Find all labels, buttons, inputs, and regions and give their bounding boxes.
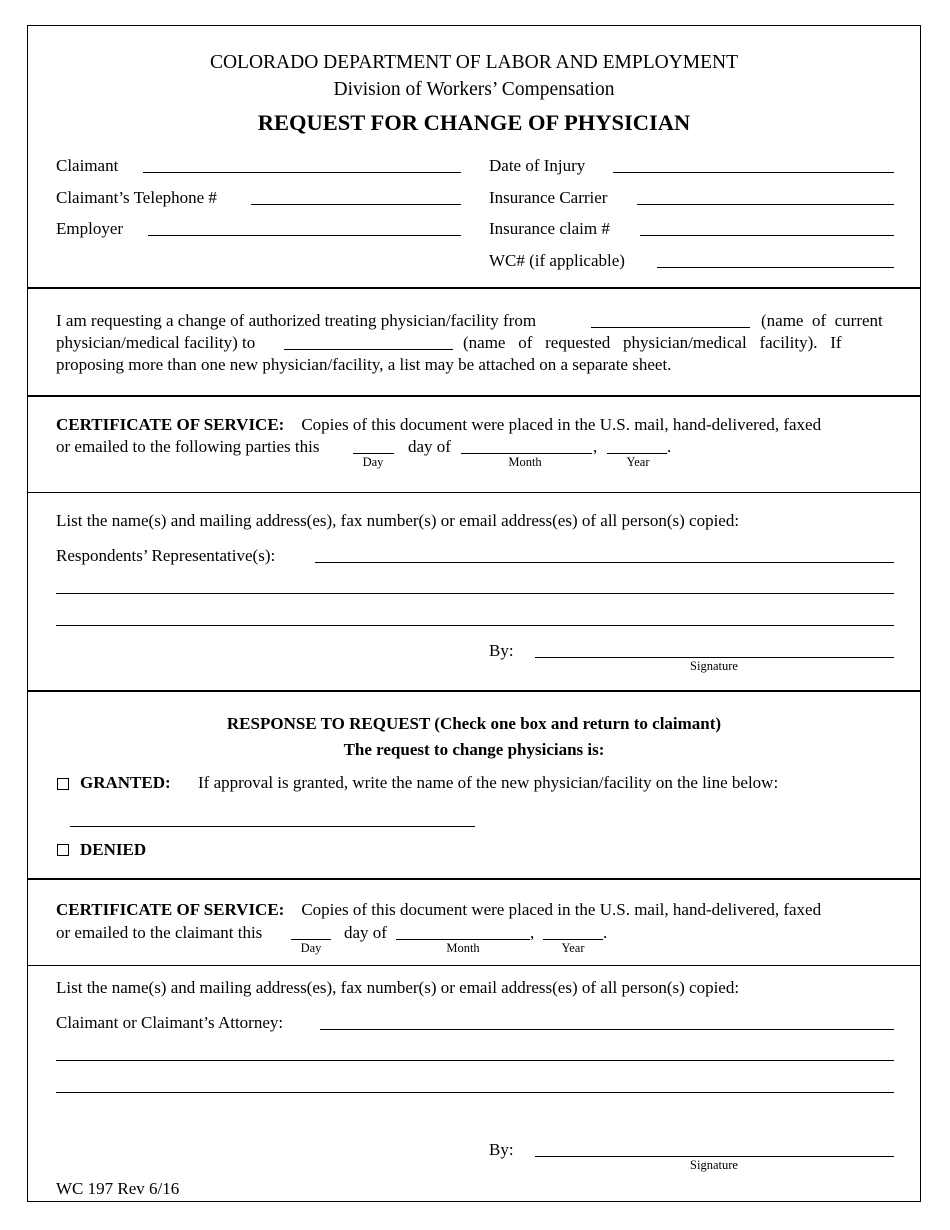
- cert2-day-label: Day: [300, 941, 322, 955]
- cert1-day-field[interactable]: [353, 453, 394, 454]
- granted-instruction: If approval is granted, write the name of the new physician/facility on the line below:: [198, 773, 779, 792]
- claimant-phone-field[interactable]: [251, 204, 461, 205]
- new-physician-field[interactable]: [70, 826, 475, 827]
- cert2-month-field[interactable]: [396, 939, 530, 940]
- copied-instruction: List the name(s) and mailing address(es), fax number(s) or email address(es) of all person(s) copied:: [56, 978, 740, 997]
- divider: [27, 395, 921, 397]
- claimant-field[interactable]: [143, 172, 461, 173]
- granted-label: GRANTED:: [80, 773, 171, 792]
- signature-label: Signature: [690, 1158, 738, 1172]
- divider: [27, 965, 921, 966]
- insurance-carrier-label: Insurance Carrier: [489, 188, 608, 207]
- cert1-year-field[interactable]: [607, 453, 667, 454]
- response-heading: RESPONSE TO REQUEST (Check one box and return to claimant): [226, 714, 722, 733]
- divider: [27, 287, 921, 289]
- insurance-claim-label: Insurance claim #: [489, 219, 610, 238]
- respondents-label: Respondents’ Representative(s):: [56, 546, 276, 565]
- divider: [27, 690, 921, 692]
- certificate-2-line-1: CERTIFICATE OF SERVICE: Copies of this document were placed in the U.S. mail, hand-delivered, faxed: [56, 900, 822, 919]
- attorney-field[interactable]: [320, 1029, 894, 1030]
- divider: [27, 878, 921, 880]
- employer-label: Employer: [56, 219, 124, 238]
- cert2-day-field[interactable]: [291, 939, 331, 940]
- cert2-year-field[interactable]: [543, 939, 603, 940]
- employer-field[interactable]: [148, 235, 461, 236]
- attorney-label: Claimant or Claimant’s Attorney:: [56, 1013, 284, 1032]
- claimant-phone-label: Claimant’s Telephone #: [56, 188, 217, 207]
- respondents-field-line-3[interactable]: [56, 625, 894, 626]
- certificate-2-line-2-prefix: or emailed to the claimant this: [56, 923, 263, 942]
- signature-field[interactable]: [535, 1156, 894, 1157]
- attorney-field-line-2[interactable]: [56, 1060, 894, 1061]
- cert2-year-label: Year: [561, 941, 585, 955]
- respondents-field[interactable]: [315, 562, 894, 563]
- request-text-1: I am requesting a change of authorized treating physician/facility from: [56, 311, 537, 330]
- copied-instruction: List the name(s) and mailing address(es), fax number(s) or email address(es) of all person(s) copied:: [56, 511, 740, 530]
- cert2-month-label: Month: [446, 941, 480, 955]
- cert2-day-of: day of: [344, 923, 387, 942]
- claimant-label: Claimant: [56, 156, 119, 175]
- insurance-claim-field[interactable]: [640, 235, 894, 236]
- certificate-heading: CERTIFICATE OF SERVICE:: [56, 900, 285, 919]
- wc-number-label: WC# (if applicable): [489, 251, 625, 270]
- cert1-day-label: Day: [362, 455, 384, 469]
- respondents-field-line-2[interactable]: [56, 593, 894, 594]
- requested-physician-field[interactable]: [284, 349, 453, 350]
- certificate-heading: CERTIFICATE OF SERVICE:: [56, 415, 285, 434]
- department-name: COLORADO DEPARTMENT OF LABOR AND EMPLOYMENT: [209, 52, 739, 73]
- cert1-day-of: day of: [408, 437, 451, 456]
- wc-number-field[interactable]: [657, 267, 894, 268]
- cert1-year-label: Year: [626, 455, 650, 469]
- certificate-1-line-2-prefix: or emailed to the following parties this: [56, 437, 320, 456]
- current-physician-field[interactable]: [591, 327, 750, 328]
- signature-field[interactable]: [535, 657, 894, 658]
- attorney-field-line-3[interactable]: [56, 1092, 894, 1093]
- division-name: Division of Workers’ Compensation: [333, 79, 615, 100]
- date-of-injury-field[interactable]: [613, 172, 894, 173]
- granted-checkbox[interactable]: [57, 778, 69, 790]
- divider: [27, 492, 921, 493]
- cert1-month-field[interactable]: [461, 453, 592, 454]
- cert1-month-label: Month: [508, 455, 542, 469]
- by-label: By:: [489, 1140, 514, 1159]
- signature-label: Signature: [690, 659, 738, 673]
- date-of-injury-label: Date of Injury: [489, 156, 586, 175]
- certificate-1-line-1: CERTIFICATE OF SERVICE: Copies of this document were placed in the U.S. mail, hand-delivered, faxed: [56, 415, 822, 434]
- form-title: REQUEST FOR CHANGE OF PHYSICIAN: [257, 110, 691, 135]
- response-subheading: The request to change physicians is:: [343, 740, 605, 759]
- denied-label: DENIED: [80, 840, 147, 859]
- insurance-carrier-field[interactable]: [637, 204, 894, 205]
- denied-checkbox[interactable]: [57, 844, 69, 856]
- by-label: By:: [489, 641, 514, 660]
- form-id: WC 197 Rev 6/16: [56, 1179, 180, 1198]
